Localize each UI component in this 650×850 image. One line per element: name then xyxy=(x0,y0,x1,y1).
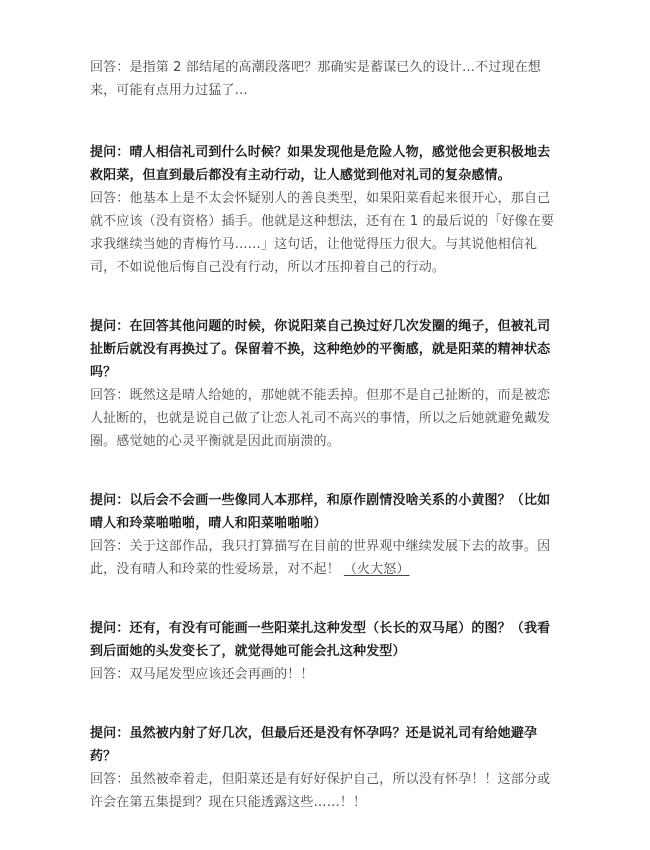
question-text: 提问：以后会不会画一些像同人本那样，和原作剧情没啥关系的小黄图？（比如晴人和玲菜啪啪啪，晴人和阳菜啪啪啪） xyxy=(90,493,551,531)
qa-item-1 xyxy=(90,56,560,102)
qa-item-4 xyxy=(90,489,560,581)
qa-item-6 xyxy=(90,722,560,814)
answer-text: 回答：虽然被牵着走，但阳菜还是有好好保护自己，所以没有怀孕！！这部分或许会在第五集提到？现在只能透露这些……！！ xyxy=(90,772,551,810)
question-text: 提问：虽然被内射了好几次，但最后还是没有怀孕吗？还是说礼司有给她避孕药？ xyxy=(90,726,538,764)
question-text: 提问：还有，有没有可能画一些阳菜扎这种发型（长长的双马尾）的图？（我看到后面她的头发变长了，就觉得她可能会扎这种发型） xyxy=(90,621,551,659)
qa-item-5 xyxy=(90,617,560,686)
answer-text: 回答：双马尾发型应该还会再画的！！ xyxy=(90,667,314,682)
question-text: 提问：晴人相信礼司到什么时候？如果发现他是危险人物，感觉他会更积极地去救阳菜，但直到最后都没有主动行动，让人感觉到他对礼司的复杂感情。 xyxy=(90,145,551,183)
answer-paragraph xyxy=(90,535,560,581)
answer-text: 回答：关于这部作品，我只打算描写在目前的世界观中继续发展下去的故事。因此，没有晴人和玲菜的性爱场景，对不起！ xyxy=(90,539,551,577)
qa-item-2 xyxy=(90,141,560,279)
qa-item-3 xyxy=(90,315,560,453)
question-text: 提问：在回答其他问题的时候，你说阳菜自己换过好几次发圈的绳子，但被礼司扯断后就没有再换过了。保留着不换，这种绝妙的平衡感，就是阳菜的精神状态吗？ xyxy=(90,319,551,380)
qa-document xyxy=(90,56,560,850)
answer-text: 回答：是指第 2 部结尾的高潮段落吧？那确实是蓄谋已久的设计…不过现在想来，可能有点用力过猛了… xyxy=(90,60,541,98)
answer-note: （火大怒） xyxy=(343,562,410,577)
answer-text: 回答：他基本上是不太会怀疑别人的善良类型，如果阳菜看起来很开心，那自己就不应该（没有资格）插手。他就是这种想法，还有在 1 的最后说的「好像在要求我继续当她的青梅竹马……」这句话，让他觉得压力很大。与其说他相信礼司，不如说他后悔自己没有行动，所以才压抑着自己的行动。 xyxy=(90,191,555,275)
answer-text: 回答：既然这是晴人给她的，那她就不能丢掉。但那不是自己扯断的，而是被恋人扯断的，也就是说自己做了让恋人礼司不高兴的事情，所以之后她就避免戴发圈。感觉她的心灵平衡就是因此而崩溃的。 xyxy=(90,388,551,449)
